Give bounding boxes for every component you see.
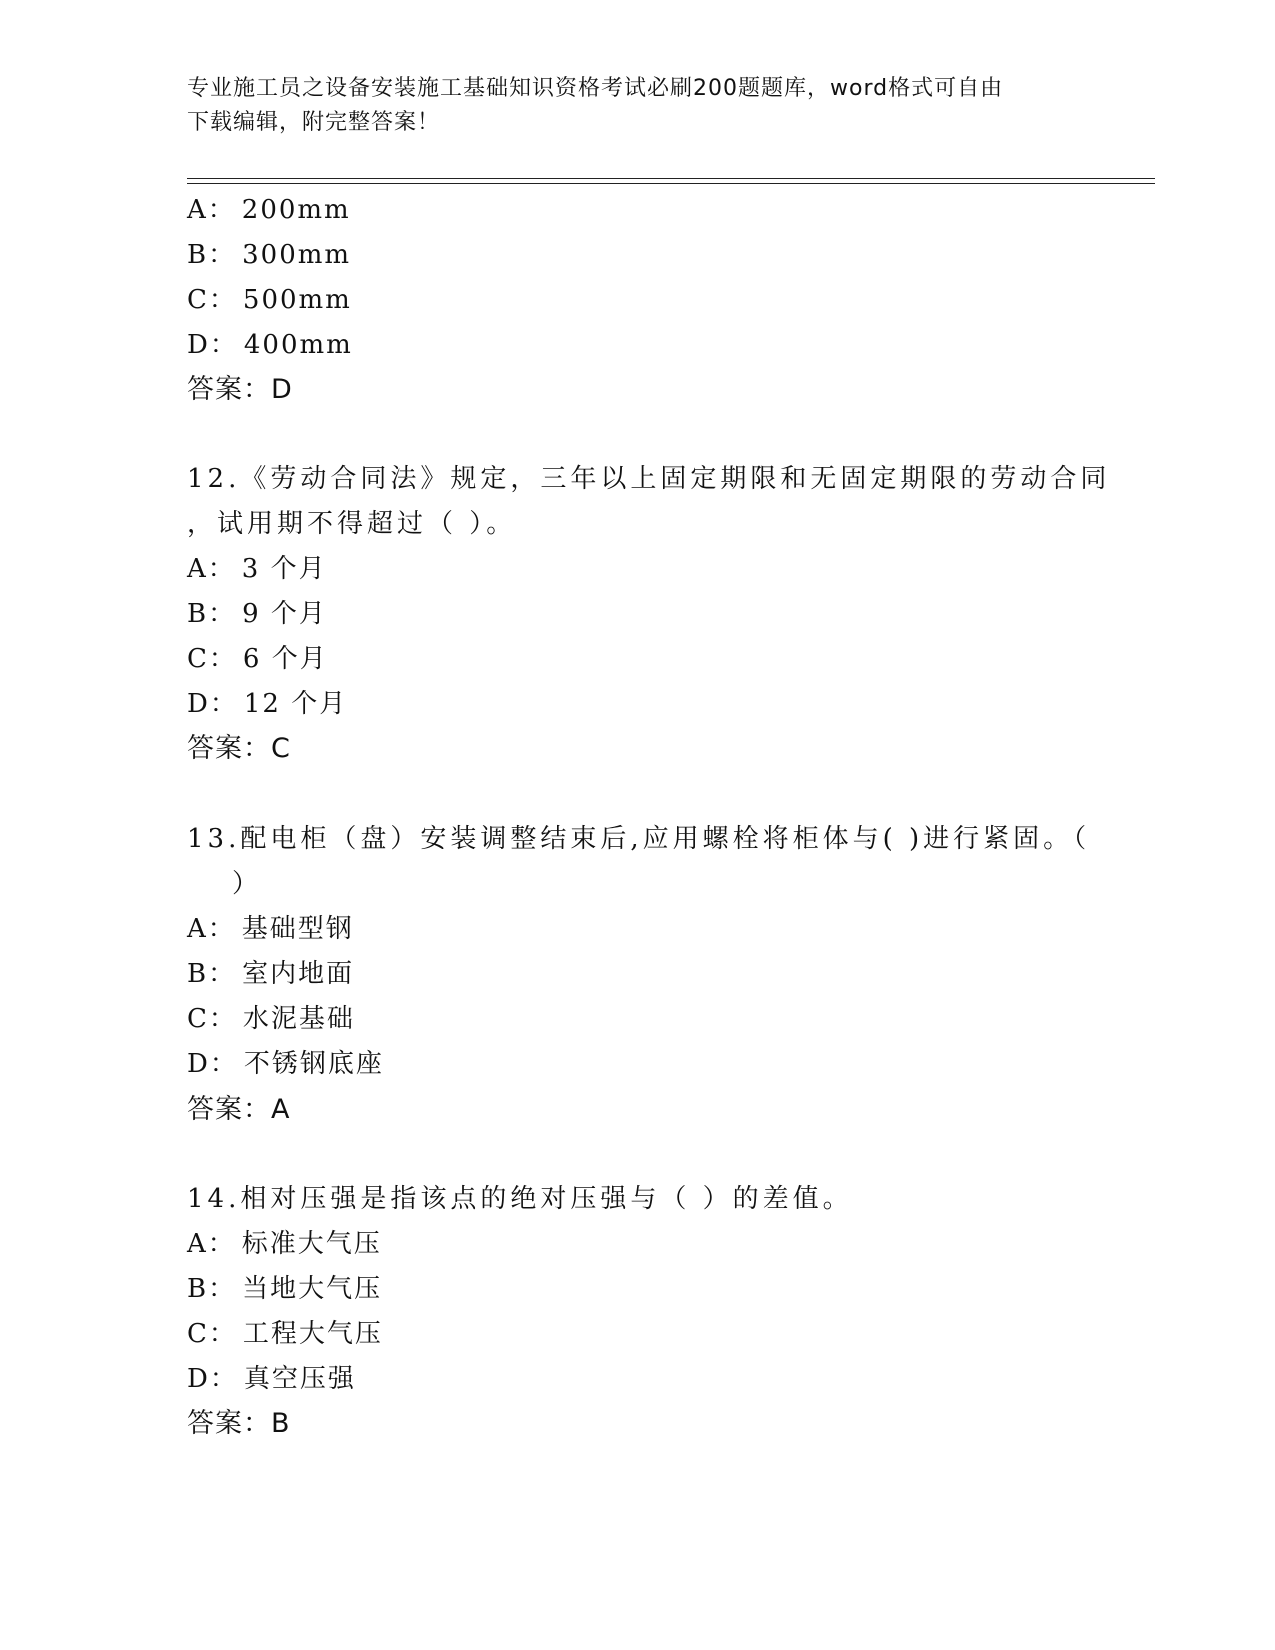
- q11-answer: 答案：D: [187, 374, 293, 405]
- q12-option-b: B： 9 个月: [187, 599, 327, 629]
- header-line-1: 专业施工员之设备安装施工基础知识资格考试必刷200题题库，word格式可自由: [187, 76, 1004, 101]
- q12-answer: 答案：C: [187, 733, 291, 764]
- q14-answer: 答案：B: [187, 1408, 291, 1439]
- q14-option-b: B： 当地大气压: [187, 1274, 383, 1304]
- q13-stem-line-1: 13.配电柜（盘）安装调整结束后,应用螺栓将柜体与( )进行紧固。（: [187, 824, 1091, 854]
- q11-option-b: B： 300mm: [187, 240, 352, 270]
- q14-option-c: C： 工程大气压: [187, 1319, 383, 1349]
- q11-option-a: A： 200mm: [187, 195, 351, 225]
- q13-option-b: B： 室内地面: [187, 959, 355, 989]
- q14-option-a: A： 标准大气压: [187, 1229, 382, 1259]
- document-header: [187, 72, 1087, 140]
- q13-answer: 答案：A: [187, 1094, 291, 1125]
- q12-option-a: A： 3 个月: [187, 554, 327, 584]
- q11-option-d: D： 400mm: [187, 330, 353, 360]
- q13-option-c: C： 水泥基础: [187, 1004, 355, 1034]
- q13-option-d: D： 不锈钢底座: [187, 1049, 384, 1079]
- q13-option-a: A： 基础型钢: [187, 914, 354, 944]
- header-divider-bottom: [187, 183, 1155, 184]
- q11-option-c: C： 500mm: [187, 285, 352, 315]
- q12-option-d: D： 12 个月: [187, 689, 348, 719]
- header-line-2: 下载编辑，附完整答案！: [187, 110, 441, 135]
- q14-stem-line-1: 14.相对压强是指该点的绝对压强与（ ）的差值。: [187, 1184, 853, 1214]
- q12-stem-line-2: ，试用期不得超过（ ）。: [187, 509, 517, 539]
- q12-stem-line-1: 12.《劳动合同法》规定，三年以上固定期限和无固定期限的劳动合同: [187, 464, 1111, 494]
- q14-option-d: D： 真空压强: [187, 1364, 356, 1394]
- q12-option-c: C： 6 个月: [187, 644, 328, 674]
- header-divider-top: [187, 178, 1155, 179]
- q13-stem-line-2: ）: [232, 869, 263, 899]
